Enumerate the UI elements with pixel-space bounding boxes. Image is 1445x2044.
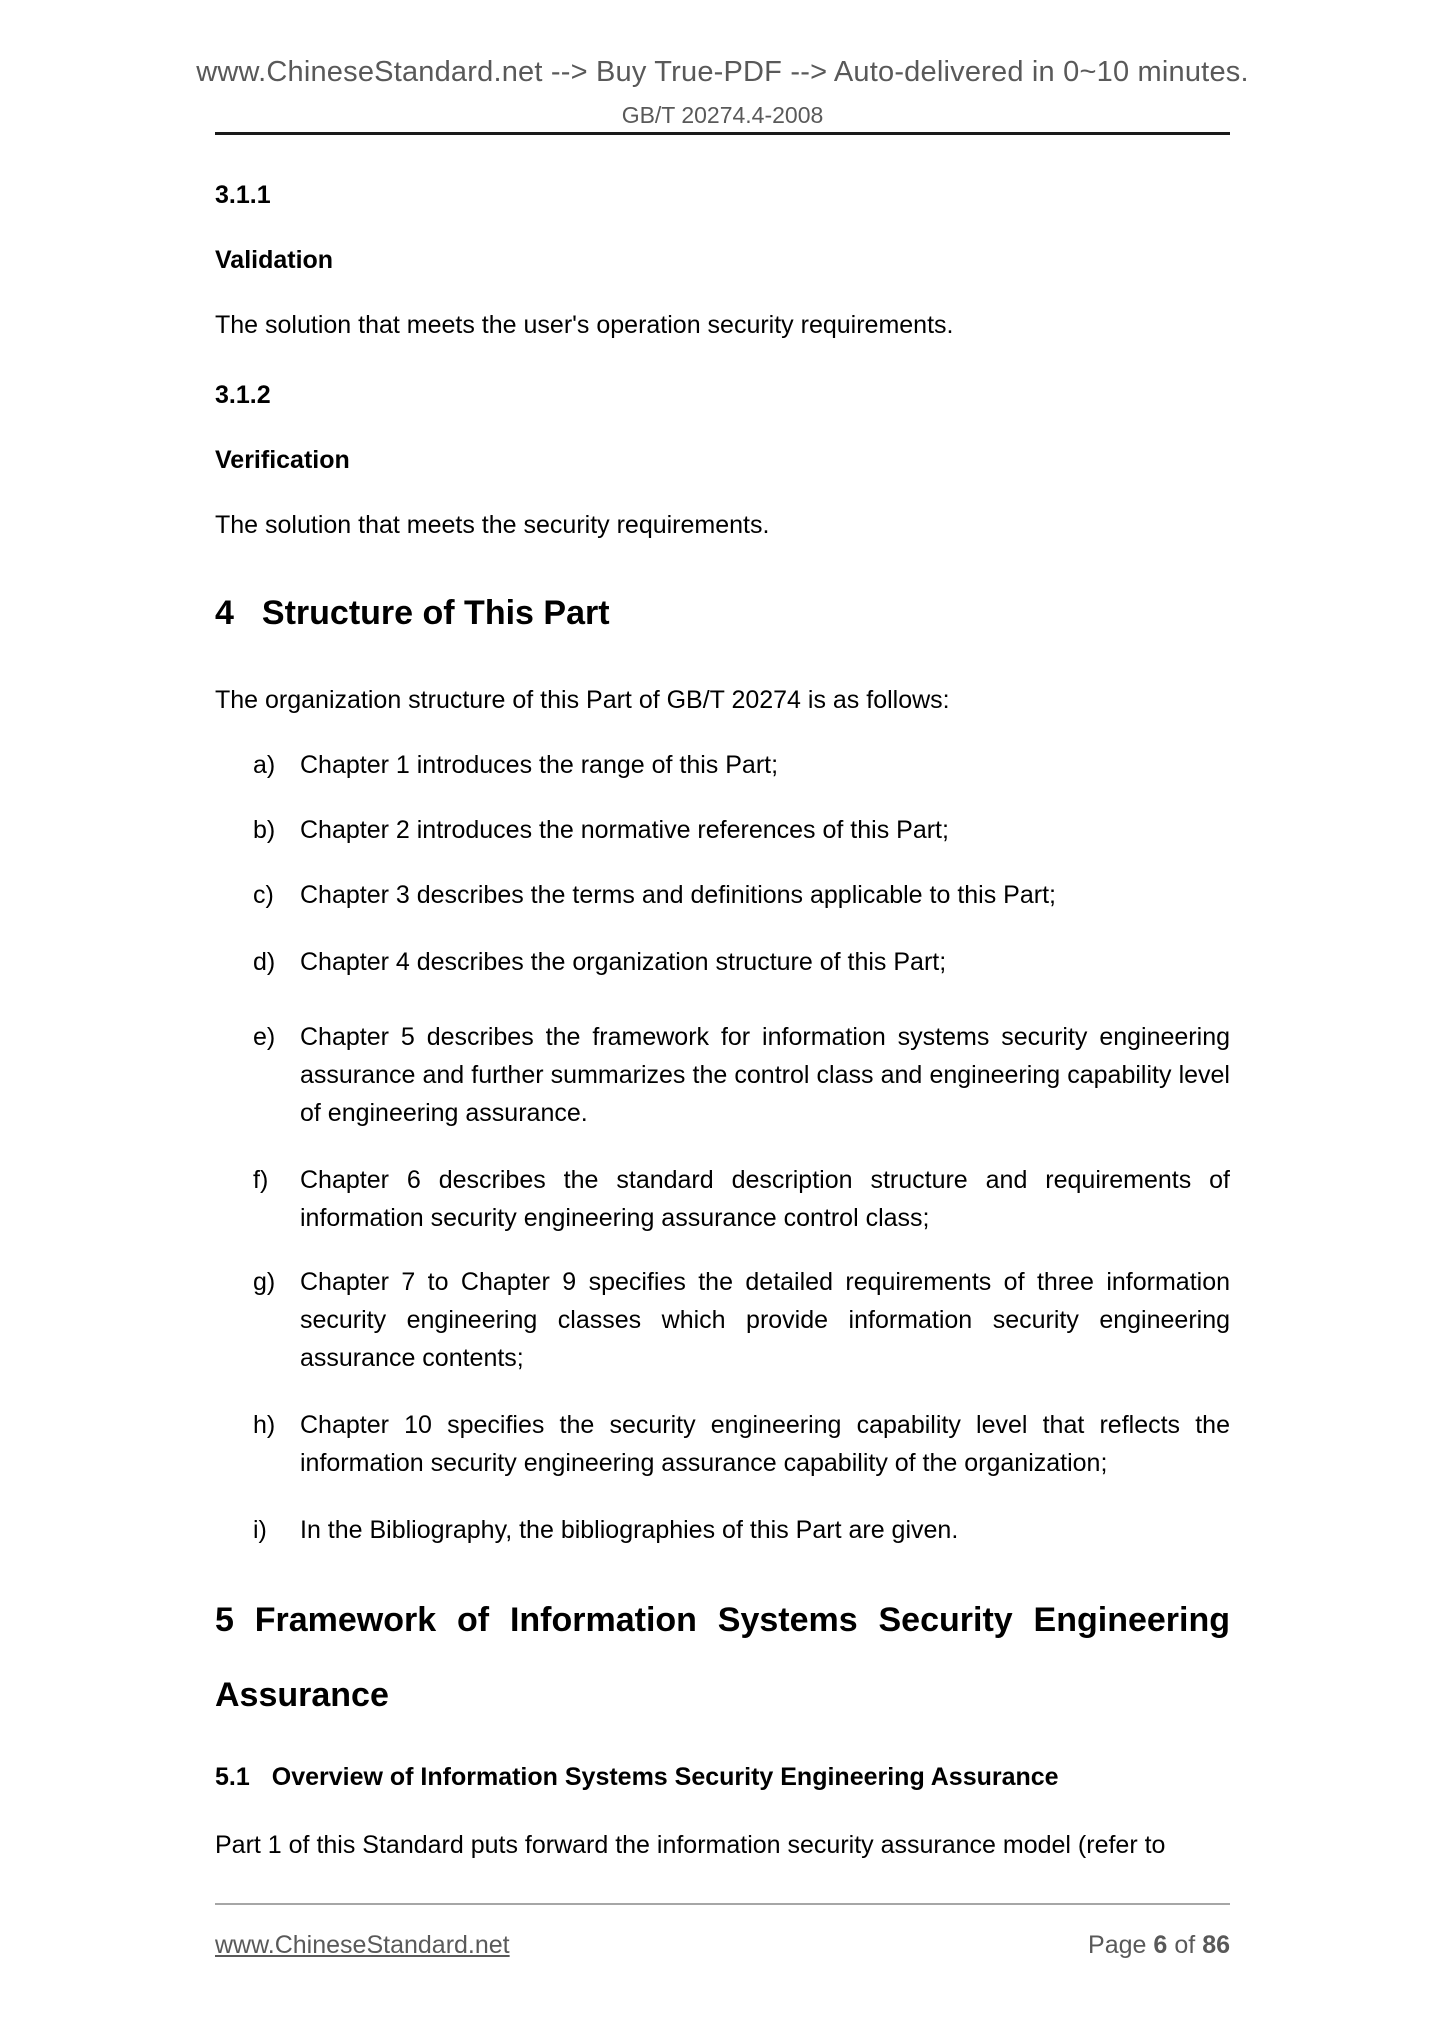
- term-number: 3.1.1: [215, 181, 271, 209]
- term-number: 3.1.2: [215, 381, 271, 409]
- header-divider: [215, 132, 1230, 135]
- page-indicator: [215, 1930, 1230, 1960]
- list-item: [253, 1263, 1230, 1377]
- header-promo-line: www.ChineseStandard.net --> Buy True-PDF --> Auto-delivered in 0~10 minutes.: [196, 56, 1249, 88]
- section-5-heading-line1: 5 Framework of Information Systems Security Engineering: [215, 1601, 1230, 1639]
- term-definition: The solution that meets the security requirements.: [215, 511, 770, 539]
- list-item-label: d): [253, 948, 276, 976]
- page-label: Page: [1088, 1931, 1147, 1959]
- list-item-text: Chapter 6 describes the standard description structure and requirements of information security engineering assurance control class;: [300, 1166, 1230, 1232]
- list-item-label: b): [253, 816, 276, 844]
- list-item-label: h): [253, 1411, 276, 1439]
- list-item-label: c): [253, 881, 274, 909]
- section-4-heading: [215, 593, 1230, 633]
- section-4-number: 4: [215, 594, 234, 632]
- list-item-text: Chapter 5 describes the framework for information systems security engineering assurance and further summarizes the control class and engineering capability level of engineering assurance.: [300, 1023, 1230, 1127]
- section-5-1-paragraph: Part 1 of this Standard puts forward the information security assurance model (refer to: [215, 1831, 1166, 1859]
- list-item-text: Chapter 10 specifies the security engineering capability level that reflects the information security engineering assurance capability of the organization;: [300, 1411, 1230, 1477]
- page-number: 6: [1153, 1931, 1168, 1959]
- list-item: [253, 943, 1230, 981]
- footer-site-link[interactable]: www.ChineseStandard.net: [215, 1931, 510, 1959]
- list-item-text: Chapter 4 describes the organization structure of this Part;: [300, 948, 947, 976]
- section-4-intro: The organization structure of this Part of GB/T 20274 is as follows:: [215, 686, 950, 714]
- section-5-heading-line2: Assurance: [215, 1676, 389, 1714]
- list-item-label: f): [253, 1166, 269, 1194]
- section-4-title: Structure of This Part: [261, 594, 610, 632]
- list-item: [253, 811, 1230, 849]
- list-item-text: Chapter 1 introduces the range of this Part;: [300, 751, 779, 779]
- list-item-label: a): [253, 751, 276, 779]
- subsection-5-1-number: 5.1: [215, 1763, 250, 1791]
- list-item-text: In the Bibliography, the bibliographies of this Part are given.: [300, 1516, 959, 1544]
- list-item: [253, 1018, 1230, 1132]
- list-item-label: g): [253, 1268, 276, 1296]
- list-item-label: e): [253, 1023, 276, 1051]
- list-item-text: Chapter 3 describes the terms and definitions applicable to this Part;: [300, 881, 1056, 909]
- term-title: Validation: [215, 246, 334, 274]
- footer-divider: [215, 1903, 1230, 1905]
- list-item-text: Chapter 7 to Chapter 9 specifies the detailed requirements of three information security engineering classes which provide information security engineering assurance contents;: [300, 1268, 1230, 1372]
- term-definition: The solution that meets the user's operation security requirements.: [215, 311, 954, 339]
- list-item-text: Chapter 2 introduces the normative references of this Part;: [300, 816, 949, 844]
- list-item-label: i): [253, 1516, 267, 1544]
- list-item: [253, 1406, 1230, 1482]
- subsection-5-1-heading: [215, 1758, 1230, 1796]
- list-item: [253, 876, 1230, 914]
- list-item: [253, 1511, 1230, 1549]
- page-total: 86: [1202, 1931, 1230, 1959]
- list-item: [253, 1161, 1230, 1237]
- of-label: of: [1174, 1931, 1196, 1959]
- subsection-5-1-title: Overview of Information Systems Security Engineering Assurance: [271, 1763, 1059, 1791]
- list-item: [253, 746, 1230, 784]
- term-title: Verification: [215, 446, 350, 474]
- header-standard-code: GB/T 20274.4-2008: [621, 102, 824, 128]
